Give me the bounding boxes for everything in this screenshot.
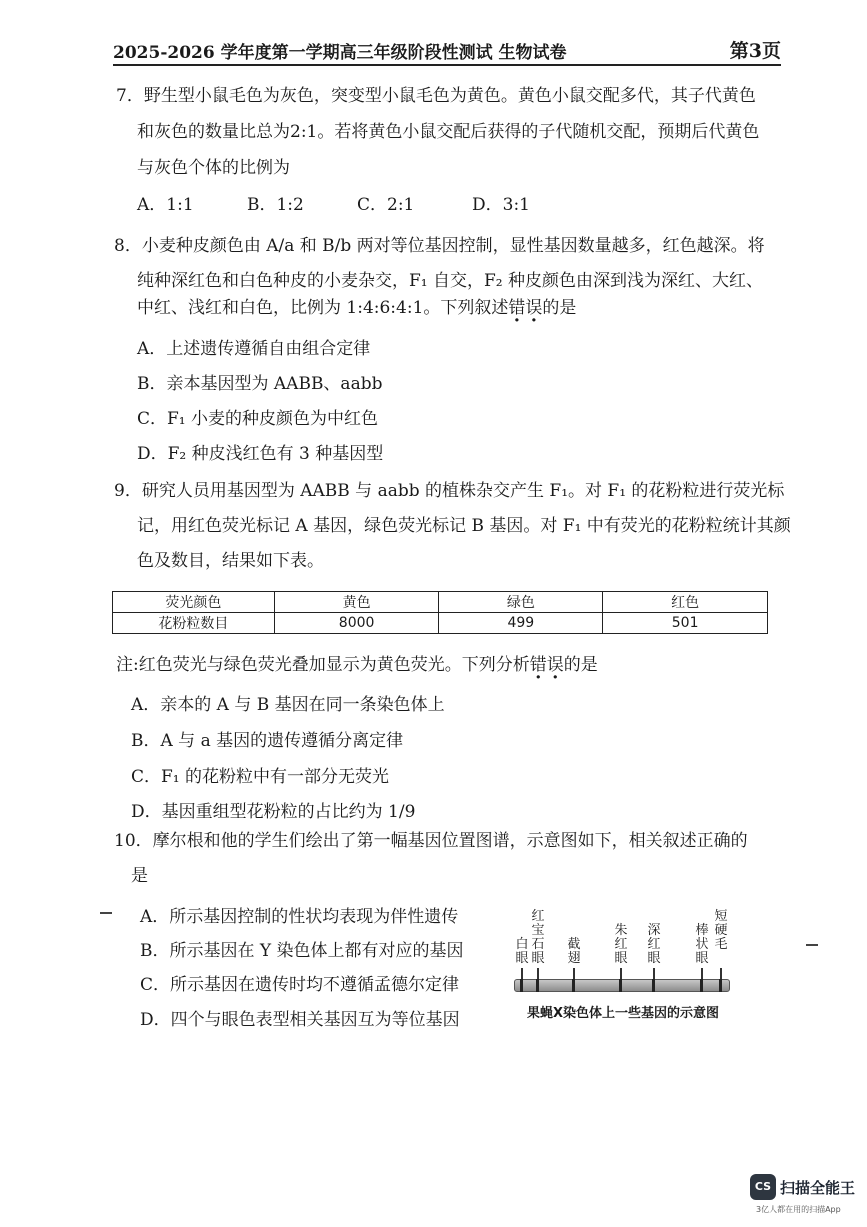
q10-line-2: 是 bbox=[131, 866, 148, 886]
q9-option-d: D．基因重组型花粉粒的占比约为 1/9 bbox=[131, 802, 416, 822]
emphasis-char: 错 bbox=[508, 298, 526, 318]
table-cell: 8000 bbox=[274, 613, 439, 634]
gene-label-bar-eye: 棒状眼 bbox=[695, 923, 709, 966]
chromosome-band bbox=[652, 979, 655, 992]
x-chromosome-gene-map bbox=[508, 906, 738, 1022]
chromosome-bar bbox=[514, 979, 730, 992]
gene-label-garnet-eye: 深红眼 bbox=[647, 923, 661, 966]
q7-line-2: 和灰色的数量比总为2:1。若将黄色小鼠交配后获得的子代随机交配，预期后代黄色 bbox=[137, 122, 760, 142]
table-header-row bbox=[113, 592, 768, 613]
q7-option-a: A．1:1 bbox=[137, 195, 194, 215]
q10-option-d: D．四个与眼色表型相关基因互为等位基因 bbox=[140, 1010, 460, 1030]
chromosome-band bbox=[619, 979, 622, 992]
chromosome-band bbox=[536, 979, 539, 992]
table-cell: 499 bbox=[439, 613, 603, 634]
chromosome-band bbox=[572, 979, 575, 992]
watermark-tagline: 3亿人都在用的扫描App bbox=[756, 1205, 841, 1214]
diagram-caption: 果蝇X染色体上一些基因的示意图 bbox=[526, 1006, 720, 1021]
q7-option-b: B．1:2 bbox=[247, 195, 304, 215]
q8-option-a: A．上述遗传遵循自由组合定律 bbox=[137, 339, 371, 359]
fluorescence-table bbox=[112, 591, 768, 634]
q8-option-d: D．F₂ 种皮浅红色有 3 种基因型 bbox=[137, 444, 384, 464]
table-row bbox=[113, 613, 768, 634]
chromosome-band bbox=[520, 979, 523, 992]
q10-option-c: C．所示基因在遗传时均不遵循孟德尔定律 bbox=[140, 975, 460, 995]
watermark-app-name: 扫描全能王 bbox=[780, 1179, 856, 1197]
gene-label-vermilion-eye: 朱红眼 bbox=[614, 923, 628, 966]
table-cell: 黄色 bbox=[274, 592, 439, 613]
chromosome-band bbox=[719, 979, 722, 992]
q7-line-1: 7．野生型小鼠毛色为灰色，突变型小鼠毛色为黄色。黄色小鼠交配多代，其子代黄色 bbox=[116, 86, 756, 106]
q9-option-a: A．亲本的 A 与 B 基因在同一条染色体上 bbox=[131, 695, 445, 715]
exam-title: 2025-2026 学年度第一学期高三年级阶段性测试 生物试卷 bbox=[113, 43, 567, 63]
q8-option-b: B．亲本基因型为 AABB、aabb bbox=[137, 374, 383, 394]
q9-line-3: 色及数目，结果如下表。 bbox=[137, 551, 324, 571]
gene-label-bristle: 短硬毛 bbox=[714, 909, 728, 952]
emphasis-char: 错 bbox=[529, 655, 547, 675]
margin-mark bbox=[100, 912, 112, 914]
gene-label-ruby-eye: 红宝石眼 bbox=[531, 909, 545, 966]
q8-line-3: 中红、浅红和白色，比例为 1:4:6:4:1。下列叙述错误的是 bbox=[137, 298, 577, 318]
cs-logo-icon: CS bbox=[750, 1174, 776, 1200]
q7-option-c: C．2:1 bbox=[357, 195, 415, 215]
table-cell: 红色 bbox=[603, 592, 768, 613]
chromosome-band bbox=[700, 979, 703, 992]
q10-option-a: A．所示基因控制的性状均表现为伴性遗传 bbox=[140, 907, 459, 927]
q7-line-3: 与灰色个体的比例为 bbox=[137, 158, 290, 178]
q8-line-1: 8．小麦种皮颜色由 A/a 和 B/b 两对等位基因控制，显性基因数量越多，红色越深。将 bbox=[114, 236, 765, 256]
gene-label-cut-wing: 截翅 bbox=[567, 937, 581, 966]
q9-note: 注:红色荧光与绿色荧光叠加显示为黄色荧光。下列分析错误的是 bbox=[116, 655, 598, 675]
q7-option-d: D．3:1 bbox=[472, 195, 530, 215]
scanner-watermark bbox=[750, 1172, 860, 1222]
table-cell: 花粉粒数目 bbox=[113, 613, 275, 634]
q10-line-1: 10．摩尔根和他的学生们绘出了第一幅基因位置图谱，示意图如下，相关叙述正确的 bbox=[114, 831, 748, 851]
q8-line-2: 纯种深红色和白色种皮的小麦杂交，F₁ 自交，F₂ 种皮颜色由深到浅为深红、大红、 bbox=[137, 271, 764, 291]
table-cell: 501 bbox=[603, 613, 768, 634]
page-number: 第3页 bbox=[729, 40, 781, 62]
margin-mark bbox=[806, 944, 818, 946]
gene-label-white-eye: 白眼 bbox=[515, 937, 529, 966]
q9-line-2: 记，用红色荧光标记 A 基因，绿色荧光标记 B 基因。对 F₁ 中有荧光的花粉粒统计其颜 bbox=[137, 516, 791, 536]
table-cell: 荧光颜色 bbox=[113, 592, 275, 613]
q10-option-b: B．所示基因在 Y 染色体上都有对应的基因 bbox=[140, 941, 464, 961]
emphasis-char: 误 bbox=[525, 298, 543, 318]
q8-option-c: C．F₁ 小麦的种皮颜色为中红色 bbox=[137, 409, 379, 429]
table-cell: 绿色 bbox=[439, 592, 603, 613]
emphasis-char: 误 bbox=[546, 655, 564, 675]
q9-option-c: C．F₁ 的花粉粒中有一部分无荧光 bbox=[131, 767, 390, 787]
page-header bbox=[113, 36, 781, 66]
q9-option-b: B．A 与 a 基因的遗传遵循分离定律 bbox=[131, 731, 404, 751]
q9-line-1: 9．研究人员用基因型为 AABB 与 aabb 的植株杂交产生 F₁。对 F₁ 的花粉粒进行荧光标 bbox=[114, 481, 785, 501]
